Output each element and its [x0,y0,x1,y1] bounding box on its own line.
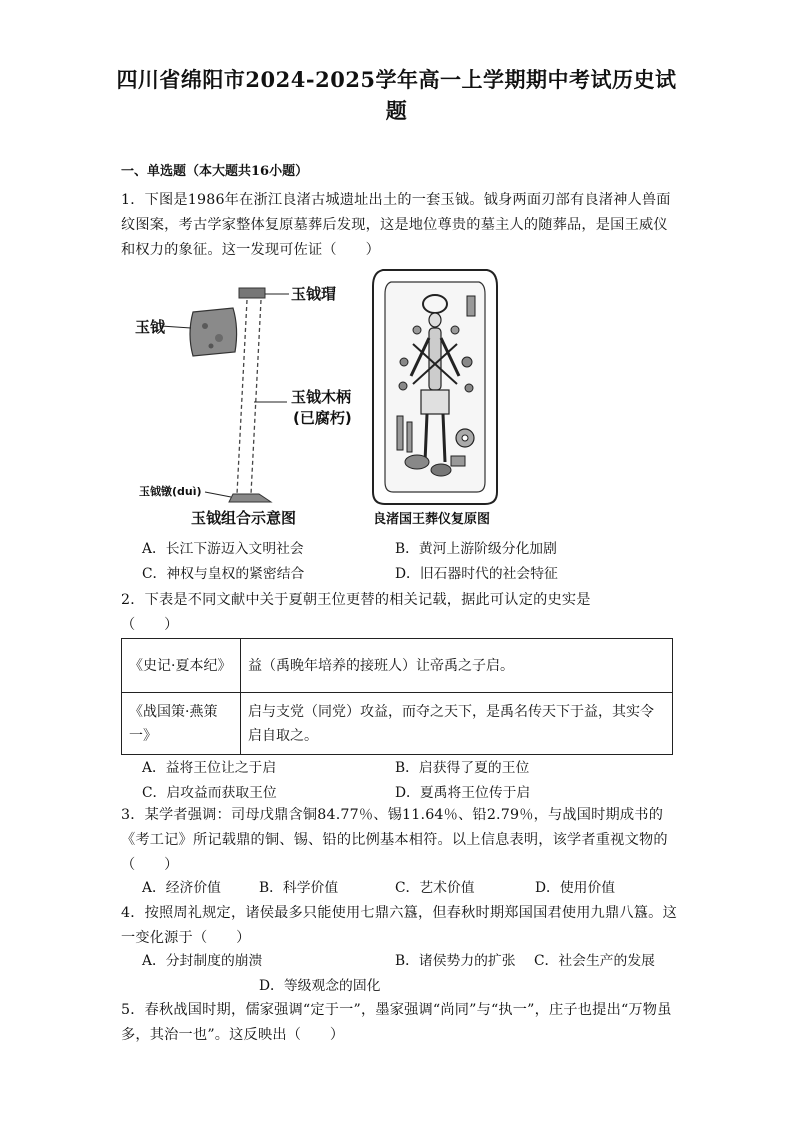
burial-reconstruction-image [373,270,497,527]
q3-option-a[interactable]: A．经济价值 [142,880,221,896]
yue-dui-image [229,494,271,502]
title-line-1: 四川省绵阳市2024-2025学年高一上学期期中考试历史试 [116,67,677,92]
q3-option-b[interactable]: B．科学价值 [259,880,339,896]
caption-right: 良渚国王葬仪复原图 [373,512,491,527]
table-cell-source: 《战国策·燕策一》 [122,693,241,755]
yue-blade-image [190,308,237,356]
q3-option-d[interactable]: D．使用价值 [535,880,616,896]
label-handle-2: (已腐朽) [293,409,352,427]
q1-option-a[interactable]: A．长江下游迈入文明社会 [142,541,304,557]
table-cell-text: 益（禹晚年培养的接班人）让帝禹之子启。 [241,639,673,693]
q2-stem-line-1: 2．下表是不同文献中关于夏朝王位更替的相关记载，据此可认定的史实是 [121,592,591,608]
table-row [122,693,673,755]
title-line-2: 题 [385,98,408,123]
q1-option-d[interactable]: D．旧石器时代的社会特征 [395,566,558,582]
caption-left: 玉钺组合示意图 [191,509,297,527]
table-cell-text: 启与支党（同党）攻益，而夺之天下，是禹名传天下于益，其实令启自取之。 [241,693,673,755]
q2-option-a[interactable]: A．益将王位让之于启 [142,760,277,776]
label-handle-1: 玉钺木柄 [291,388,352,406]
q3-option-c[interactable]: C．艺术价值 [395,880,475,896]
label-yue: 玉钺 [135,318,166,336]
q2-option-d[interactable]: D．夏禹将王位传于启 [395,785,531,801]
table-cell-source: 《史记·夏本纪》 [122,639,241,693]
yue-assembly-diagram [135,285,352,527]
q2-records-table [121,638,673,755]
label-yue-dui: 玉钺镦(duì) [139,485,202,498]
q2-option-c[interactable]: C．启攻益而获取王位 [142,785,277,801]
question-2-stem [121,588,677,638]
label-yue-mao: 玉钺瑁 [291,285,337,303]
question-3-stem: 3．某学者强调：司母戊鼎含铜84.77％、锡11.64％、铅2.79％，与战国时期成书的《考工记》所记载鼎的铜、锡、铅的比例基本相符。以上信息表明，该学者重视文物的（ ） [121,807,668,873]
q4-option-b[interactable]: B．诸侯势力的扩张 [395,953,516,969]
question-5-stem: 5．春秋战国时期，儒家强调“定于一”，墨家强调“尚同”与“执一”，庄子也提出“万物虽多，其治一也”。这反映出（ ） [121,1002,672,1043]
q4-option-a[interactable]: A．分封制度的崩溃 [142,953,263,969]
table-row [122,639,673,693]
section-heading: 一、单选题（本大题共16小题） [121,164,309,179]
question-1-figure [121,266,681,531]
q4-option-d[interactable]: D．等级观念的固化 [259,978,381,994]
question-1-stem: 1．下图是1986年在浙江良渚古城遗址出土的一套玉钺。钺身两面刃部有良渚神人兽面纹图案，考古学家整体复原墓葬后发现，这是地位尊贵的墓主人的随葬品，是国王威仪和权力的象征。这一发现可佐证（ ） [121,192,671,258]
question-4-stem: 4．按照周礼规定，诸侯最多只能使用七鼎六簋，但春秋时期郑国国君使用九鼎八簋。这一变化源于（ ） [121,905,677,946]
q2-stem-line-2: （ ） [121,617,179,633]
q4-option-c[interactable]: C．社会生产的发展 [534,953,655,969]
q1-option-b[interactable]: B．黄河上游阶级分化加剧 [395,541,557,557]
exam-title [100,64,693,126]
q1-option-c[interactable]: C．神权与皇权的紧密结合 [142,566,305,582]
q2-option-b[interactable]: B．启获得了夏的王位 [395,760,530,776]
yue-mao-image [239,288,265,298]
